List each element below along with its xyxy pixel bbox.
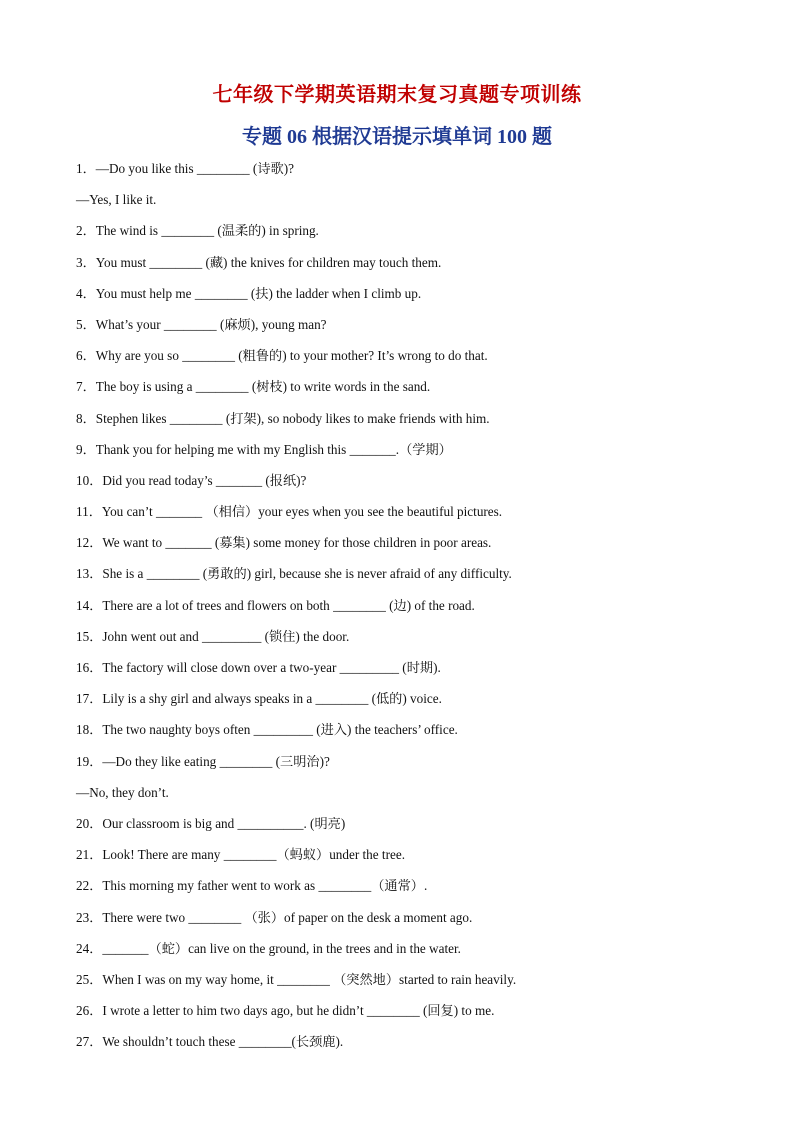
question-line: 24．_______（蛇）can live on the ground, in the trees and in the water. [76,940,461,956]
question-line: 2．The wind is ________ (温柔的) in spring. [76,223,319,239]
question-line: 3．You must ________ (藏) the knives for children may touch them. [76,254,442,270]
question-line: 11．You can’t _______ （相信）your eyes when you see the beautiful pictures. [76,504,503,520]
question-line: 4．You must help me ________ (扶) the ladder when I climb up. [76,285,422,301]
question-line: 20．Our classroom is big and __________. (明亮) [76,815,346,831]
question-line: 7．The boy is using a ________ (树枝) to write words in the sand. [76,379,431,395]
question-line: 18．The two naughty boys often _________ (进入) the teachers’ office. [76,722,458,738]
document-title: 七年级下学期英语期末复习真题专项训练 [212,84,582,106]
question-line: 8．Stephen likes ________ (打架), so nobody likes to make friends with him. [76,410,490,426]
question-list [76,159,736,1063]
question-line: 13．She is a ________ (勇敢的) girl, because she is never afraid of any difficulty. [76,566,512,582]
question-line: 27．We shouldn’t touch these ________(长颈鹿). [76,1034,344,1050]
question-line: 25．When I was on my way home, it ________ （突然地）started to rain heavily. [76,971,517,987]
question-line: 16．The factory will close down over a two-year _________ (时期). [76,660,441,675]
question-line: 10．Did you read today’s _______ (报纸)? [76,472,307,488]
question-line: 1．—Do you like this ________ (诗歌)? [76,161,294,176]
question-line: 22．This morning my father went to work as ________（通常）. [76,878,428,894]
question-line: 6．Why are you so ________ (粗鲁的) to your mother? It’s wrong to do that. [76,348,488,364]
question-line: 26．I wrote a letter to him two days ago, but he didn’t ________ (回复) to me. [76,1003,495,1019]
question-line: —Yes, I like it. [76,192,157,208]
question-line: 14．There are a lot of trees and flowers on both ________ (边) of the road. [76,597,475,613]
question-line: 17．Lily is a shy girl and always speaks in a ________ (低的) voice. [76,691,442,707]
question-line: 19．—Do they like eating ________ (三明治)? [76,753,330,769]
question-line: 15．John went out and _________ (锁住) the door. [76,628,350,644]
question-line: —No, they don’t. [76,784,169,800]
question-line: 12．We want to _______ (募集) some money for those children in poor areas. [76,535,492,551]
question-line: 23．There were two ________ （张）of paper on the desk a moment ago. [76,909,473,925]
document-subtitle: 专题 06 根据汉语提示填单词 100 题 [242,126,552,148]
question-line: 5．What’s your ________ (麻烦), young man? [76,316,327,332]
question-line: 9．Thank you for helping me with my English this _______.（学期） [76,441,452,457]
question-line: 21．Look! There are many ________（蚂蚁）under the tree. [76,847,405,863]
